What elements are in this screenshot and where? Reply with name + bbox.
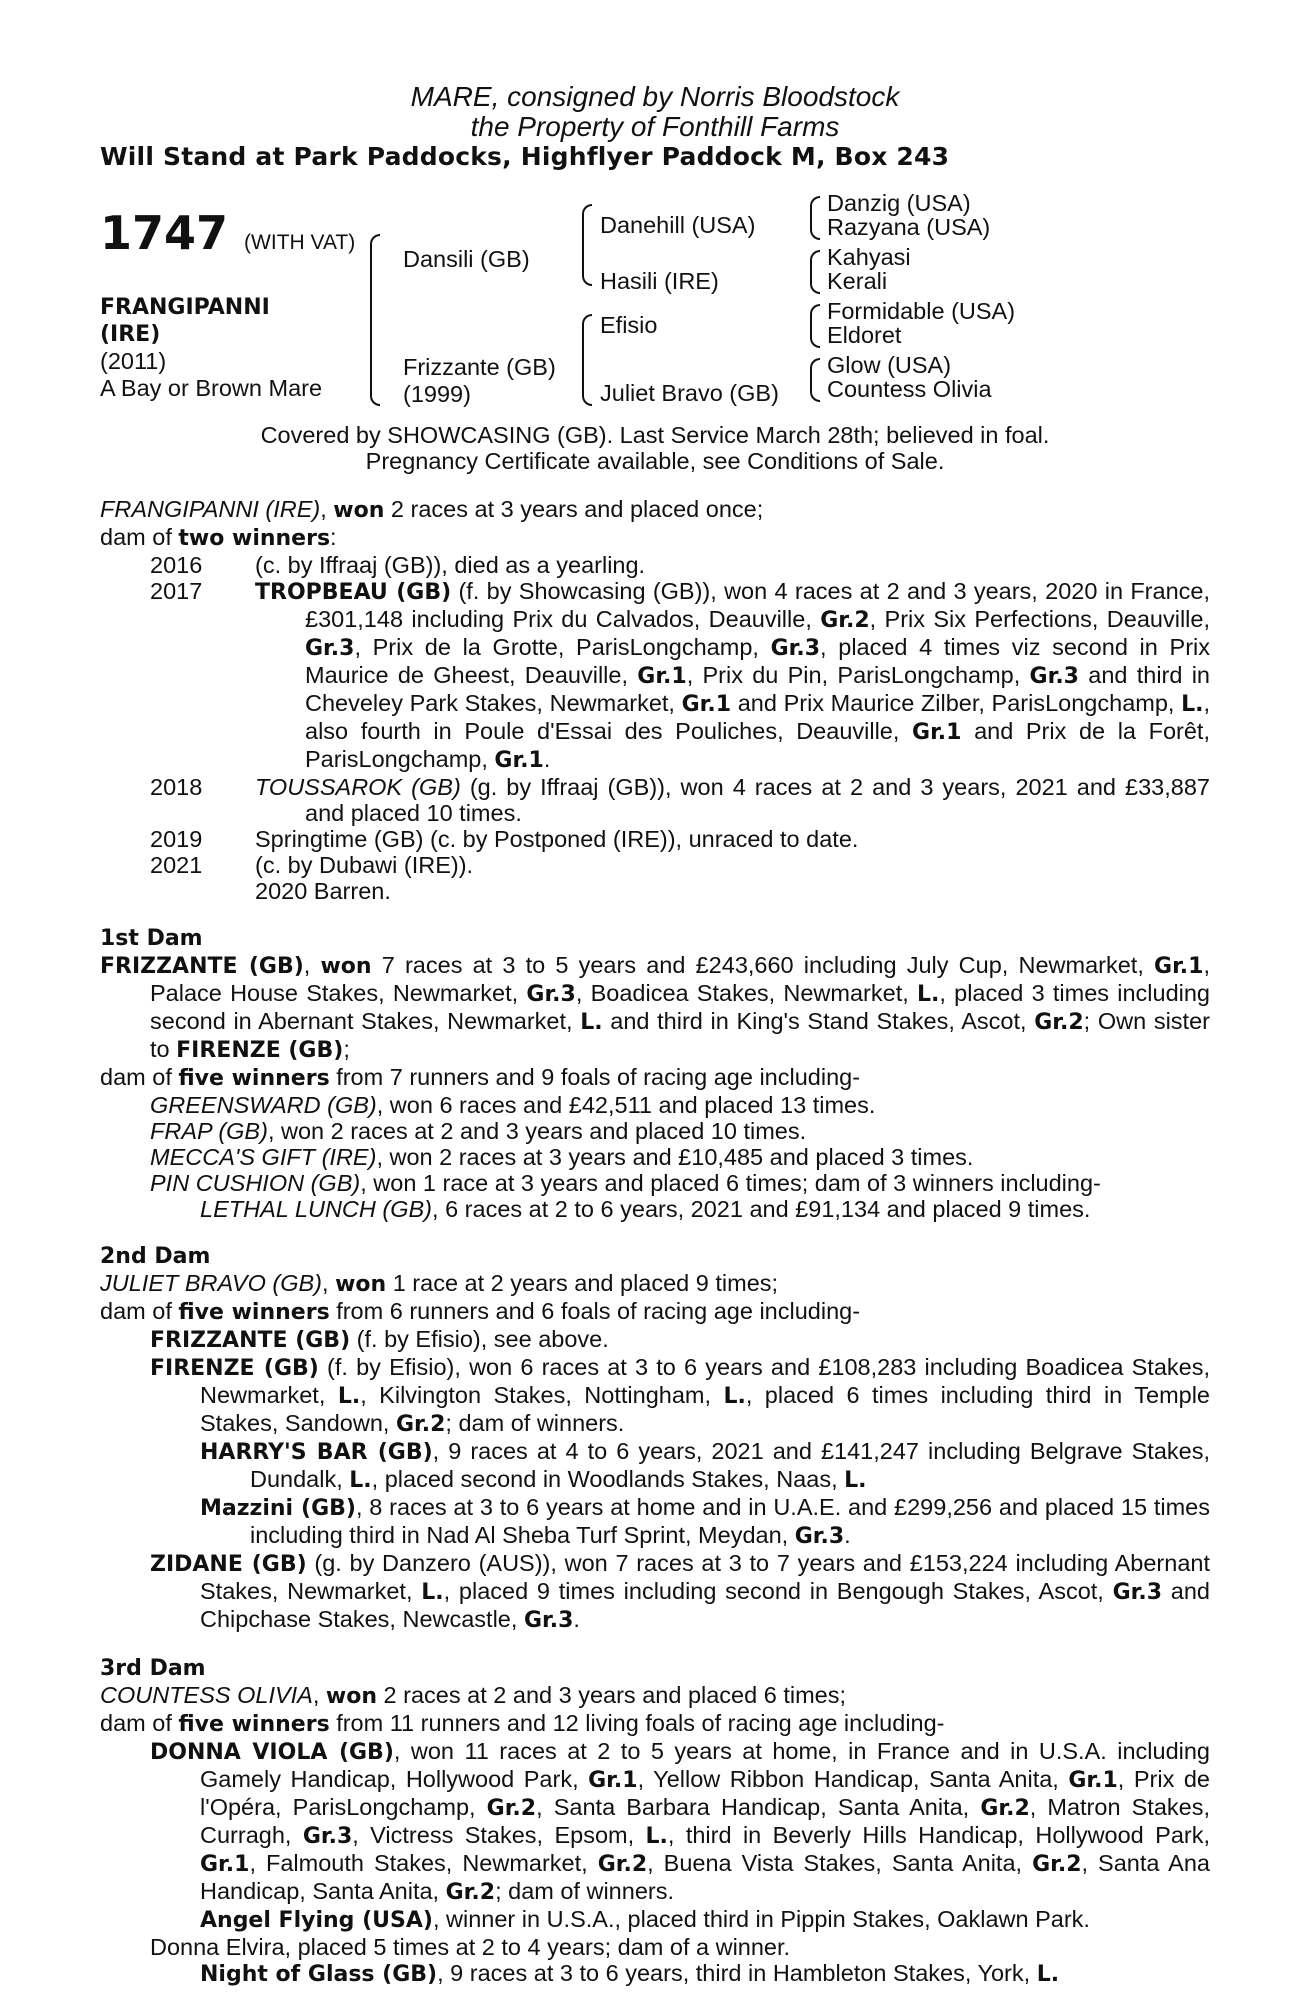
- progeny-item: MECCA'S GIFT (IRE), won 2 races at 3 years and £10,485 and placed 3 times.: [150, 1144, 974, 1170]
- lot-number: 1747 (WITH VAT): [100, 206, 356, 260]
- subject-country: (IRE): [100, 322, 161, 347]
- brace-g1: [810, 196, 820, 240]
- second-dam-section: [100, 1244, 1210, 1634]
- catalogue-page: [100, 82, 1210, 1988]
- sire-dam: Hasili (IRE): [600, 268, 719, 294]
- brace-g3: [810, 304, 820, 348]
- sds: Kahyasi: [827, 244, 911, 270]
- grand-progeny-item: Night of Glass (GB), 9 races at 3 to 6 years, third in Hambleton Stakes, York, L.: [200, 1960, 1060, 1987]
- third-dam-section: [100, 1656, 1210, 1988]
- progeny-item: FIRENZE (GB) (f. by Efisio), won 6 races at 3 to 6 years and £108,283 including Boadicea Stakes, Newmarket, L., Kilvington Stakes, Nottingham, L., placed 6 times including third in Temple Stakes, Sandown, Gr.2; dam of winners.: [150, 1354, 1210, 1437]
- third-dam-record: COUNTESS OLIVIA, won 2 races at 2 and 3 years and placed 6 times;: [100, 1682, 846, 1709]
- sss: Danzig (USA): [827, 190, 971, 216]
- progeny-item: FRAP (GB), won 2 races at 2 and 3 years and placed 10 times.: [150, 1118, 807, 1144]
- produce-row: 2016 (c. by Iffraaj (GB)), died as a yearling.: [150, 552, 646, 578]
- dsd: Eldoret: [827, 322, 902, 348]
- first-dam-record: FRIZZANTE (GB), won 7 races at 3 to 5 years and £243,660 including July Cup, Newmarket, Gr.1, Palace House Stakes, Newmarket, Gr.3, Boadicea Stakes, Newmarket, L., placed 3 times including second in Abernant Stakes, Newmarket, L. and third in King's Stand Stakes, Ascot, Gr.2; Own sister to FIRENZE (GB);: [100, 952, 1211, 1063]
- produce-row: 2017 TROPBEAU (GB) (f. by Showcasing (GB)), won 4 races at 2 and 3 years, 2020 in France, £301,148 including Prix du Calvados, Deauville, Gr.2, Prix Six Perfections, Deauville, Gr.3, Prix de la Grotte, ParisLongchamp, Gr.3, placed 4 times viz second in Prix Maurice de Gheest, Deauville, Gr.1, Prix du Pin, ParisLongchamp, Gr.3 and third in Cheveley Park Stakes, Newmarket, Gr.1 and Prix Maurice Zilber, ParisLongchamp, L., also fourth in Poule d'Essai des Pouliches, Deauville, Gr.1 and Prix de la Forêt, ParisLongchamp, Gr.1.: [150, 578, 1211, 773]
- progeny-item: ZIDANE (GB) (g. by Danzero (AUS)), won 7 races at 3 to 7 years and £153,224 including Abernant Stakes, Newmarket, L., placed 9 times including second in Bengough Stakes, Ascot, Gr.3 and Chipchase Stakes, Newcastle, Gr.3.: [150, 1550, 1210, 1633]
- second-dam-record: JULIET BRAVO (GB), won 1 race at 2 years and placed 9 times;: [100, 1270, 779, 1297]
- progeny-item: Donna Elvira, placed 5 times at 2 to 4 years; dam of a winner.: [150, 1934, 791, 1960]
- dam-year: (1999): [403, 381, 471, 407]
- subject-year: (2011): [100, 348, 167, 374]
- subject-horse: [100, 294, 322, 402]
- progeny-item: DONNA VIOLA (GB), won 11 races at 2 to 5 years at home, in France and in U.S.A. including Gamely Handicap, Hollywood Park, Gr.1, Yellow Ribbon Handicap, Santa Anita, Gr.1, Prix de l'Opéra, ParisLongchamp, Gr.2, Santa Barbara Handicap, Santa Anita, Gr.2, Matron Stakes, Curragh, Gr.3, Victress Stakes, Epsom, L., third in Beverly Hills Handicap, Hollywood Park, Gr.1, Falmouth Stakes, Newmarket, Gr.2, Buena Vista Stakes, Santa Anita, Gr.2, Santa Ana Handicap, Santa Anita, Gr.2; dam of winners.: [150, 1738, 1211, 1905]
- first-dam-section: [100, 926, 1210, 1222]
- second-dam-heading: 2nd Dam: [100, 1244, 211, 1269]
- progeny-item: GREENSWARD (GB), won 6 races and £42,511 and placed 13 times.: [150, 1092, 876, 1118]
- sdd: Kerali: [827, 268, 888, 294]
- brace-sire-parents: [582, 204, 592, 286]
- sire: Dansili (GB): [403, 246, 530, 272]
- grand-progeny-item: HARRY'S BAR (GB), 9 races at 4 to 6 years, 2021 and £141,247 including Belgrave Stakes, Dundalk, L., placed second in Woodlands Stakes, Naas, L.: [200, 1438, 1211, 1493]
- progeny-item: FRIZZANTE (GB) (f. by Efisio), see above.: [150, 1326, 609, 1353]
- property-line: the Property of Fonthill Farms: [470, 111, 840, 142]
- brace-g4: [810, 358, 820, 402]
- first-dam-heading: 1st Dam: [100, 926, 203, 951]
- dam-dam: Juliet Bravo (GB): [600, 380, 779, 406]
- ssd: Razyana (USA): [827, 214, 991, 240]
- third-dam-heading: 3rd Dam: [100, 1656, 206, 1681]
- sire-sire: Danehill (USA): [600, 212, 756, 238]
- progeny-item: PIN CUSHION (GB), won 1 race at 3 years and placed 6 times; dam of 3 winners including-: [150, 1170, 1101, 1196]
- grand-progeny-item: LETHAL LUNCH (GB), 6 races at 2 to 6 years, 2021 and £91,134 and placed 9 times.: [200, 1196, 1091, 1222]
- stand-line: Will Stand at Park Paddocks, Highflyer Paddock M, Box 243: [100, 142, 950, 171]
- covered-line: Covered by SHOWCASING (GB). Last Service March 28th; believed in foal.: [260, 422, 1050, 448]
- ddd: Countess Olivia: [827, 376, 992, 402]
- grand-progeny-item: Angel Flying (USA), winner in U.S.A., placed third in Pippin Stakes, Oaklawn Park.: [200, 1906, 1090, 1933]
- first-dam-damof: dam of five winners from 7 runners and 9 foals of racing age including-: [100, 1064, 861, 1091]
- brace-sire-dam: [370, 234, 380, 406]
- produce-damof: dam of two winners:: [100, 524, 337, 551]
- third-dam-damof: dam of five winners from 11 runners and 12 living foals of racing age including-: [100, 1710, 945, 1737]
- produce-row: 2018 TOUSSAROK (GB) (g. by Iffraaj (GB)), won 4 races at 2 and 3 years, 2021 and £33,887 and placed 10 times.: [150, 774, 1210, 826]
- grand-progeny-item: Mazzini (GB), 8 races at 3 to 6 years at home and in U.A.E. and £299,256 and placed 15 times including third in Nad Al Sheba Turf Sprint, Meydan, Gr.3.: [200, 1494, 1210, 1549]
- subject-name: FRANGIPANNI: [100, 295, 270, 320]
- dam: Frizzante (GB): [403, 354, 556, 380]
- produce-row: 2020 Barren.: [255, 878, 391, 904]
- second-dam-damof: dam of five winners from 6 runners and 6 foals of racing age including-: [100, 1298, 861, 1325]
- produce-row: 2019 Springtime (GB) (c. by Postponed (IRE)), unraced to date.: [150, 826, 859, 852]
- pedigree-block: [100, 184, 1210, 412]
- produce-section: [100, 496, 1210, 904]
- produce-row: 2021 (c. by Dubawi (IRE)).: [150, 852, 474, 878]
- dss: Formidable (USA): [827, 298, 1016, 324]
- vat-label: (WITH VAT): [244, 231, 356, 254]
- pregnancy-line: Pregnancy Certificate available, see Conditions of Sale.: [365, 448, 945, 474]
- subject-desc: A Bay or Brown Mare: [100, 375, 323, 401]
- brace-dam-parents: [582, 314, 592, 406]
- consignor-line: MARE, consigned by Norris Bloodstock: [410, 81, 900, 112]
- dds: Glow (USA): [827, 352, 952, 378]
- brace-g2: [810, 250, 820, 294]
- dam-sire: Efisio: [600, 312, 658, 338]
- produce-intro: FRANGIPANNI (IRE), won 2 races at 3 years and placed once;: [100, 496, 764, 523]
